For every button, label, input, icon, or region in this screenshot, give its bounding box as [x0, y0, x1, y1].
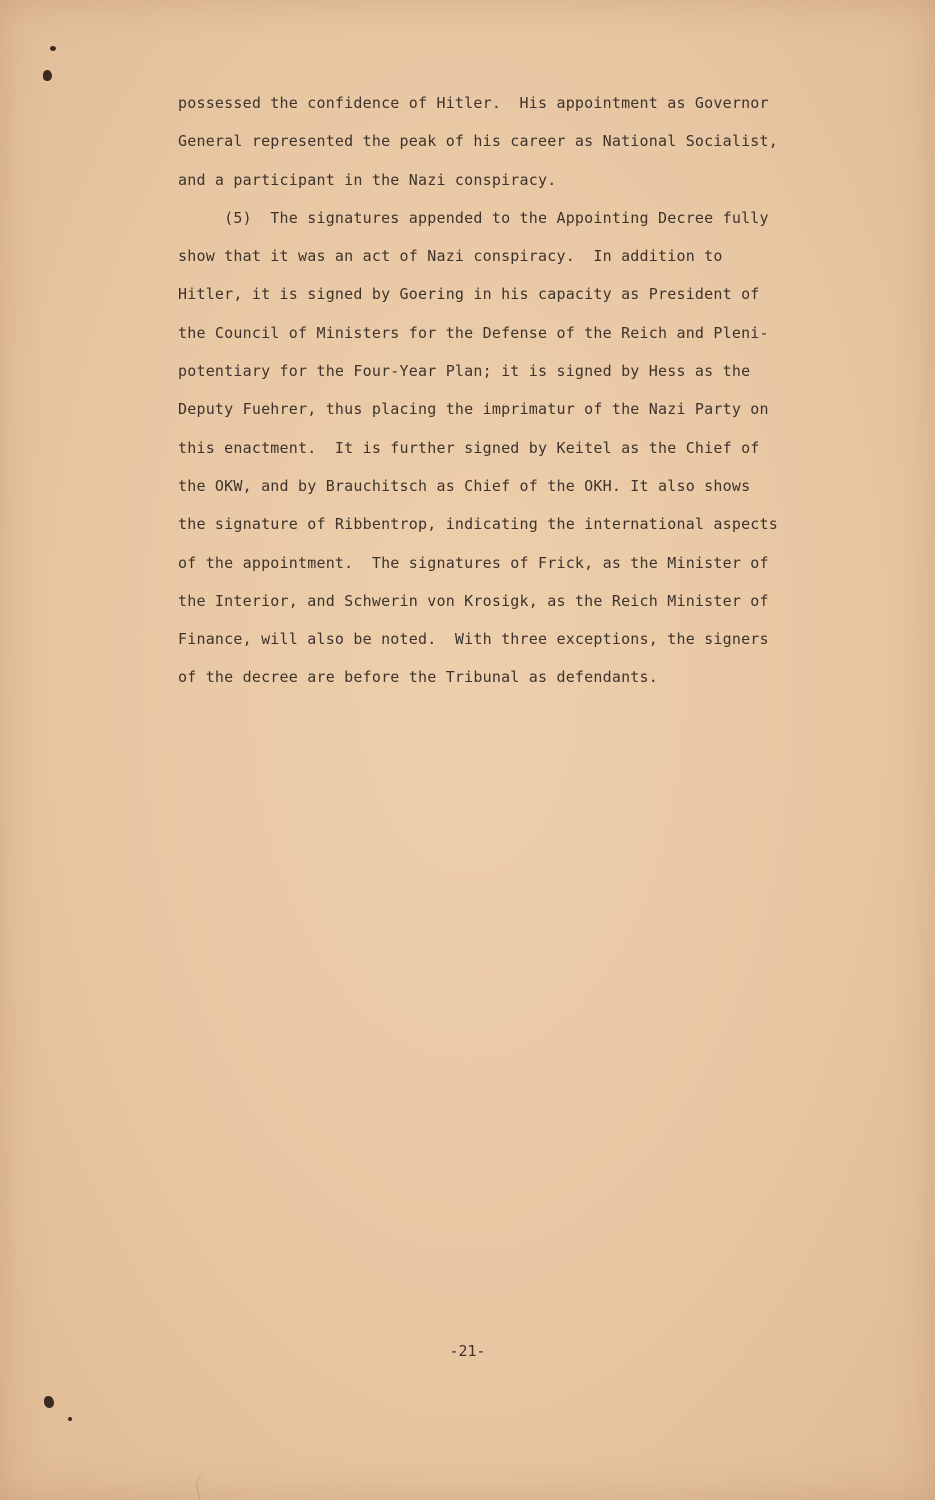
body-text: [178, 84, 818, 697]
text-line: (5) The signatures appended to the Appointing Decree fully: [178, 208, 769, 227]
punch-hole-mark: [43, 70, 52, 81]
text-line: of the decree are before the Tribunal as defendants.: [178, 668, 658, 687]
text-line: Deputy Fuehrer, thus placing the imprimatur of the Nazi Party on: [178, 400, 769, 419]
text-line: the OKW, and by Brauchitsch as Chief of the OKH. It also shows: [178, 476, 751, 495]
text-line: the Interior, and Schwerin von Krosigk, as the Reich Minister of: [178, 591, 769, 610]
punch-hole-mark: [44, 1396, 54, 1408]
text-line: potentiary for the Four-Year Plan; it is signed by Hess as the: [178, 362, 751, 381]
text-line: the signature of Ribbentrop, indicating the international aspects: [178, 515, 778, 534]
text-line: this enactment. It is further signed by Keitel as the Chief of: [178, 438, 760, 457]
text-line: the Council of Ministers for the Defense of the Reich and Pleni-: [178, 323, 769, 342]
text-line: Hitler, it is signed by Goering in his capacity as President of: [178, 285, 760, 304]
text-line: Finance, will also be noted. With three exceptions, the signers: [178, 630, 769, 649]
text-line: and a participant in the Nazi conspiracy.: [178, 170, 557, 189]
page-number: -21-: [449, 1342, 486, 1360]
punch-hole-mark: [50, 46, 56, 51]
text-line: show that it was an act of Nazi conspiracy. In addition to: [178, 247, 723, 266]
text-line: possessed the confidence of Hitler. His appointment as Governor: [178, 94, 769, 112]
paper-crease: [193, 1464, 239, 1500]
text-line: General represented the peak of his career as National Socialist,: [178, 132, 778, 151]
text-line: of the appointment. The signatures of Frick, as the Minister of: [178, 553, 769, 572]
punch-hole-mark: [68, 1417, 72, 1421]
